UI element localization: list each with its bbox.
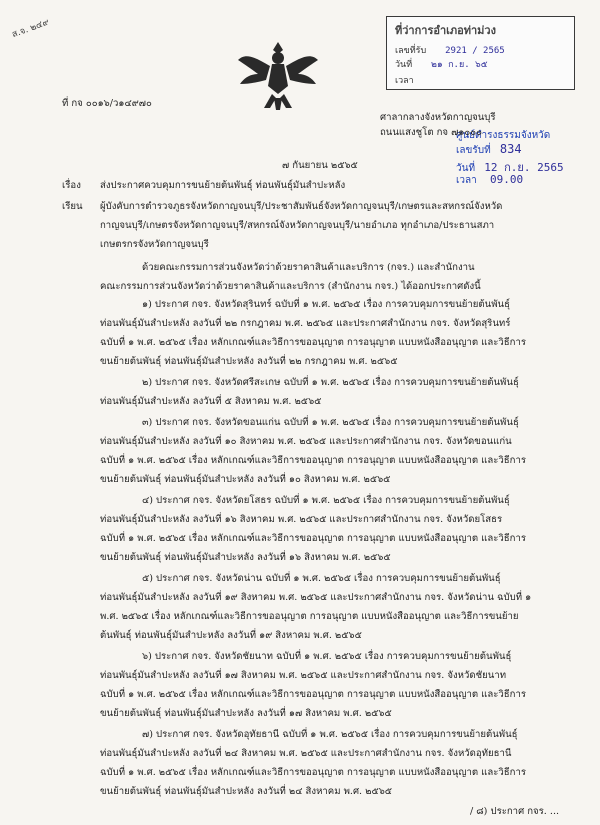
receipt-number-label: เลขที่รับ — [395, 46, 427, 56]
continuation-note: / ๘) ประกาศ กจร. ... — [470, 806, 560, 817]
body-line: ท่อนพันธุ์มันสำปะหลัง ลงวันที่ ๑๙ สิงหาคม พ.ศ. ๒๕๖๕ และประกาศสำนักงาน กจร. จังหวัดน่าน ฉบับที่ ๑ — [100, 592, 532, 603]
receipt-number-row — [395, 43, 505, 57]
body-line: ขนย้ายต้นพันธุ์ ท่อนพันธุ์มันสำปะหลัง ลงวันที่ ๒๔ สิงหาคม พ.ศ. ๒๕๖๕ — [100, 786, 393, 797]
body-line: ขนย้ายต้นพันธุ์ ท่อนพันธุ์มันสำปะหลัง ลงวันที่ ๑๐ สิงหาคม พ.ศ. ๒๕๖๕ — [100, 474, 391, 485]
body-line: ต้นพันธุ์ ท่อนพันธุ์มันสำปะหลัง ลงวันที่ ๑๙ สิงหาคม พ.ศ. ๒๕๖๕ — [100, 630, 362, 641]
body-line: ฉบับที่ ๑ พ.ศ. ๒๕๖๕ เรื่อง หลักเกณฑ์และวิธีการขออนุญาต การอนุญาต แบบหนังสืออนุญาต และวิธีการ — [100, 455, 526, 466]
receipt-number-value: 2921 / 2565 — [445, 46, 505, 56]
body-line: พ.ศ. ๒๕๖๕ เรื่อง หลักเกณฑ์และวิธีการขออนุญาต การอนุญาต แบบหนังสืออนุญาต และวิธีการขนย้าย — [100, 611, 519, 622]
body-line: ขนย้ายต้นพันธุ์ ท่อนพันธุ์มันสำปะหลัง ลงวันที่ ๒๒ กรกฎาคม พ.ศ. ๒๕๖๕ — [100, 356, 398, 367]
recipient-line: เกษตรกรจังหวัดกาญจนบุรี — [100, 239, 209, 250]
receipt-date-value: ๒๑ ก.ย. ๖๕ — [431, 60, 488, 70]
body-line: ๒) ประกาศ กจร. จังหวัดศรีสะเกษ ฉบับที่ ๑ พ.ศ. ๒๕๖๕ เรื่อง การควบคุมการขนย้ายต้นพันธุ์ — [142, 377, 519, 388]
sender-address-line1: ศาลากลางจังหวัดกาญจนบุรี — [380, 112, 496, 123]
receipt-date-label: วันที่ — [395, 60, 413, 70]
receipt-stamp — [386, 16, 575, 90]
body-line: ฉบับที่ ๑ พ.ศ. ๒๕๖๕ เรื่อง หลักเกณฑ์และวิธีการขออนุญาต การอนุญาต แบบหนังสืออนุญาต และวิธีการ — [100, 767, 526, 778]
recipient-label: เรียน — [62, 201, 83, 212]
document-number: ที่ กจ ๐๐๑๖/ว๑๔๙๗๐ — [62, 98, 152, 109]
blue-stamp-time-row — [456, 173, 523, 188]
body-line: ท่อนพันธุ์มันสำปะหลัง ลงวันที่ ๑๖ สิงหาคม พ.ศ. ๒๕๖๕ และประกาศสำนักงาน กจร. จังหวัดยโสธร — [100, 514, 503, 525]
blue-stamp-line1: ศูนย์ดำรงธรรมจังหวัด — [456, 130, 551, 141]
subject-text: ส่งประกาศควบคุมการขนย้ายต้นพันธุ์ ท่อนพันธุ์มันสำปะหลัง — [100, 180, 346, 191]
body-line: ๖) ประกาศ กจร. จังหวัดชัยนาท ฉบับที่ ๑ พ.ศ. ๒๕๖๕ เรื่อง การควบคุมการขนย้ายต้นพันธุ์ — [142, 651, 512, 662]
recipient-line: ผู้บังคับการตำรวจภูธรจังหวัดกาญจนบุรี/ประชาสัมพันธ์จังหวัดกาญจนบุรี/เกษตรและสหกรณ์จังหวัด — [100, 201, 503, 212]
body-line: ท่อนพันธุ์มันสำปะหลัง ลงวันที่ ๑๗ สิงหาคม พ.ศ. ๒๕๖๕ และประกาศสำนักงาน กจร. จังหวัดชัยนาท — [100, 670, 507, 681]
body-line: คณะกรรมการส่วนจังหวัดว่าด้วยราคาสินค้าและบริการ (สำนักงาน กจร.) ได้ออกประกาศดังนี้ — [100, 281, 481, 292]
body-line: ท่อนพันธุ์มันสำปะหลัง ลงวันที่ ๒๔ สิงหาคม พ.ศ. ๒๕๖๕ และประกาศสำนักงาน กจร. จังหวัดอุทัยธานี — [100, 748, 512, 759]
blue-stamp-number-value: 834 — [499, 142, 522, 156]
body-line: ๓) ประกาศ กจร. จังหวัดขอนแก่น ฉบับที่ ๑ พ.ศ. ๒๕๖๕ เรื่อง การควบคุมการขนย้ายต้นพันธุ์ — [142, 417, 519, 428]
margin-handwritten-note: ส.จ. ๒๔๙ — [10, 17, 51, 41]
blue-stamp-time-value: 09.00 — [489, 173, 524, 186]
subject-label: เรื่อง — [62, 180, 81, 191]
garuda-emblem-icon — [236, 38, 320, 114]
sender-address-line2: ถนนแสงชูโต กจ ๗๑๐๐๐ — [380, 127, 482, 138]
recipient-line: กาญจนบุรี/เกษตรจังหวัดกาญจนบุรี/สหกรณ์จังหวัดกาญจนบุรี/นายอำเภอ ทุกอำเภอ/ประธานสภา — [100, 220, 495, 231]
receipt-time-row — [395, 73, 414, 87]
body-line: ฉบับที่ ๑ พ.ศ. ๒๕๖๕ เรื่อง หลักเกณฑ์และวิธีการขออนุญาต การอนุญาต แบบหนังสืออนุญาต และวิธีการ — [100, 337, 526, 348]
body-line: ท่อนพันธุ์มันสำปะหลัง ลงวันที่ ๕ สิงหาคม พ.ศ. ๒๕๖๕ — [100, 396, 322, 407]
receipt-stamp-title: ที่ว่าการอำเภอท่าม่วง — [395, 24, 496, 37]
body-line: ท่อนพันธุ์มันสำปะหลัง ลงวันที่ ๑๐ สิงหาคม พ.ศ. ๒๕๖๕ และประกาศสำนักงาน กจร. จังหวัดขอนแก่น — [100, 436, 512, 447]
body-line: ฉบับที่ ๑ พ.ศ. ๒๕๖๕ เรื่อง หลักเกณฑ์และวิธีการขออนุญาต การอนุญาต แบบหนังสืออนุญาต และวิธีการ — [100, 689, 526, 700]
document-date: ๗ กันยายน ๒๕๖๕ — [282, 160, 358, 171]
body-line: ๑) ประกาศ กจร. จังหวัดสุรินทร์ ฉบับที่ ๑ พ.ศ. ๒๕๖๕ เรื่อง การควบคุมการขนย้ายต้นพันธุ์ — [142, 299, 510, 310]
body-line: ขนย้ายต้นพันธุ์ ท่อนพันธุ์มันสำปะหลัง ลงวันที่ ๑๗ สิงหาคม พ.ศ. ๒๕๖๕ — [100, 708, 392, 719]
body-line: ๗) ประกาศ กจร. จังหวัดอุทัยธานี ฉบับที่ ๑ พ.ศ. ๒๕๖๕ เรื่อง การควบคุมการขนย้ายต้นพันธุ์ — [142, 729, 518, 740]
body-line: ๔) ประกาศ กจร. จังหวัดยโสธร ฉบับที่ ๑ พ.ศ. ๒๕๖๕ เรื่อง การควบคุมการขนย้ายต้นพันธุ์ — [142, 495, 510, 506]
blue-stamp-date-label: วันที่ — [456, 163, 476, 174]
blue-stamp-number-row — [456, 142, 522, 158]
body-line: ท่อนพันธุ์มันสำปะหลัง ลงวันที่ ๒๒ กรกฎาคม พ.ศ. ๒๕๖๕ และประกาศสำนักงาน กจร. จังหวัดสุรินทร์ — [100, 318, 511, 329]
receipt-date-row — [395, 57, 488, 71]
receipt-time-label: เวลา — [395, 76, 414, 86]
blue-stamp-time-label: เวลา — [456, 175, 477, 186]
body-line: ด้วยคณะกรรมการส่วนจังหวัดว่าด้วยราคาสินค้าและบริการ (กจร.) และสำนักงาน — [142, 262, 475, 273]
body-line: ขนย้ายต้นพันธุ์ ท่อนพันธุ์มันสำปะหลัง ลงวันที่ ๑๖ สิงหาคม พ.ศ. ๒๕๖๕ — [100, 552, 391, 563]
body-line: ๕) ประกาศ กจร. จังหวัดน่าน ฉบับที่ ๑ พ.ศ. ๒๕๖๕ เรื่อง การควบคุมการขนย้ายต้นพันธุ์ — [142, 573, 501, 584]
body-line: ฉบับที่ ๑ พ.ศ. ๒๕๖๕ เรื่อง หลักเกณฑ์และวิธีการขออนุญาต การอนุญาต แบบหนังสืออนุญาต และวิธีการ — [100, 533, 526, 544]
blue-stamp-number-label: เลขรับที่ — [456, 145, 491, 156]
blue-stamp-date-value: 12 ก.ย. 2565 — [484, 161, 564, 174]
